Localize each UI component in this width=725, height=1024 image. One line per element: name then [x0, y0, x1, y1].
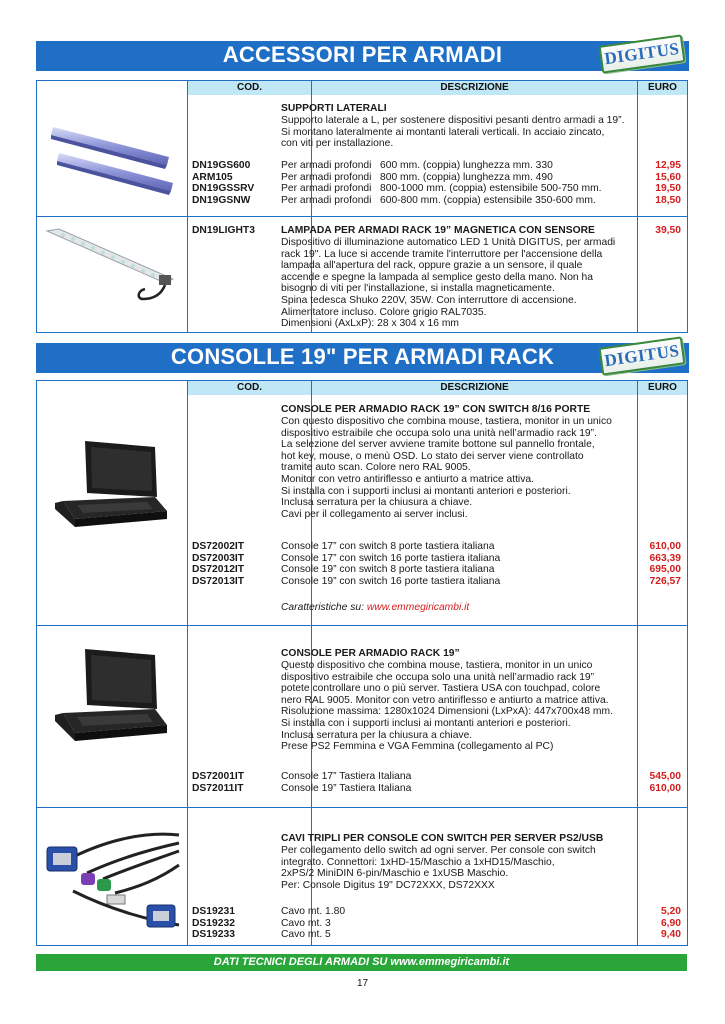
section-banner-accessori	[36, 41, 689, 71]
row-prices: 5,20 6,90 9,40	[660, 906, 681, 941]
row-heading: CAVI TRIPLI PER CONSOLE CON SWITCH PER SERVER PS2/USB	[281, 833, 604, 844]
accessori-table	[36, 80, 688, 333]
row-divider	[37, 807, 687, 808]
digitus-logo: DIGITUS	[598, 34, 685, 73]
row-codes: DN19GS600 ARM105 DN19GSSRV DN19GSNW	[192, 160, 255, 206]
row-description: Dispositivo di illuminazione automatico LED 1 Unità DIGITUS, per armadi rack 19". La luce si accende tramite l'interruttore per l'accensione della lampada all'apertura del rack, oppure grazie a un sensore, il quale accende e spegne la lampada al semplice gesto della mano. Non ha bisogno di viti per l'installazione, si installa magneticamente. Spina tedesca Shuko 220V, 35W. Con interruttore di accensione. Alimentatore incluso. Colore grigio RAL7035. Dimensioni (AxLxP): 28 x 304 x 16 mm	[281, 237, 616, 330]
link-label: Caratteristiche su:	[281, 602, 364, 613]
section-title: CONSOLLE 19" PER ARMADI RACK	[170, 344, 555, 369]
row-items: Console 17” Tastiera Italiana Console 19” Tastiera Italiana	[281, 771, 412, 794]
digitus-logo: DIGITUS	[598, 336, 685, 375]
row-prices: 610,00 663,39 695,00 726,57	[649, 541, 681, 587]
section-title: ACCESSORI PER ARMADI	[222, 42, 503, 67]
row-heading: CONSOLE PER ARMADIO RACK 19” CON SWITCH 8/16 PORTE	[281, 404, 591, 415]
header-descrizione: DESCRIZIONE	[312, 81, 637, 95]
website-link[interactable]: www.emmegiricambi.it	[366, 602, 470, 613]
page-number: 17	[356, 978, 369, 989]
header-descrizione: DESCRIZIONE	[312, 381, 637, 395]
row-heading: LAMPADA PER ARMADI RACK 19” MAGNETICA CON SENSORE	[281, 225, 595, 236]
footer-banner: DATI TECNICI DEGLI ARMADI SU www.emmegiricambi.it	[36, 954, 687, 971]
console-rack-image	[55, 647, 171, 755]
header-euro: EURO	[638, 381, 687, 395]
section-banner-consolle	[36, 343, 689, 373]
consolle-table	[36, 380, 688, 946]
row-description: Supporto laterale a L, per sostenere dispositivi pesanti dentro armadi a 19”. Si montano lateralmente ai montanti laterali verticali. In acciaio zincato, con viti per installazione.	[281, 115, 625, 150]
row-price: 39,50	[655, 225, 681, 236]
supporti-laterali-image	[49, 105, 175, 205]
header-cod: COD.	[188, 81, 311, 95]
cavi-tripli-image	[43, 821, 183, 933]
row-link	[281, 602, 469, 614]
row-divider	[37, 216, 687, 217]
row-prices: 12,95 15,60 19,50 18,50	[655, 160, 681, 206]
row-items: Console 17” con switch 8 porte tastiera italiana Console 17” con switch 16 porte tastiera italiana Console 19” con switch 8 porte tastiera italiana Console 19” con switch 16 porte tastiera italiana	[281, 541, 501, 587]
row-heading: CONSOLE PER ARMADIO RACK 19”	[281, 648, 460, 659]
row-items: Per armadi profondi 600 mm. (coppia) lunghezza mm. 330 Per armadi profondi 800 mm. (coppia) lunghezza mm. 490 Per armadi profondi 800-1000 mm. (coppia) estensibile 500-750 mm. Per armadi profondi 600-800 mm. (coppia) estensibile 350-600 mm.	[281, 160, 602, 206]
row-codes: DS19231 DS19232 DS19233	[192, 906, 235, 941]
lampada-led-image	[45, 227, 179, 303]
row-prices: 545,00 610,00	[649, 771, 681, 794]
row-items: Cavo mt. 1.80 Cavo mt. 3 Cavo mt. 5	[281, 906, 346, 941]
row-divider	[37, 625, 687, 626]
header-cod: COD.	[188, 381, 311, 395]
row-description: Per collegamento dello switch ad ogni server. Per console con switch integrato. Connettori: 1xHD-15/Maschio a 1xHD15/Maschio, 2xPS/2 MiniDIN 6-pin/Maschio e 1xUSB Maschio. Per: Console Digitus 19" DC72XXX, DS72XXX	[281, 845, 596, 891]
row-heading: SUPPORTI LATERALI	[281, 103, 387, 114]
row-description: Questo dispositivo che combina mouse, tastiera, monitor in un unico dispositivo estraibile che occupa solo una unità nell’armadio rack 19” potete controllare uno o più server. Tastiera USA con touchpad, colore nero RAL 9005. Monitor con vetro antiriflesso e antiurto a matrice attiva. Risoluzione massima: 1280x1024 Dimensioni (LxPxA): 447x700x48 mm. Si installa con i supporti inclusi ai montanti anteriori e posteriori. Inclusa serratura per la chiusura a chiave. Prese PS2 Femmina e VGA Femmina (collegamento al PC)	[281, 660, 613, 753]
header-euro: EURO	[638, 81, 687, 95]
console-switch-image	[55, 439, 171, 539]
row-codes: DS72002IT DS72003IT DS72012IT DS72013IT	[192, 541, 245, 587]
row-description: Con questo dispositivo che combina mouse, tastiera, monitor in un unico dispositivo estraibile che occupa solo una unità nell’armadio rack 19”. La selezione del server avviene tramite bottone sul pannello frontale, hot key, mouse, o menù OSD. Lo stato dei server viene controllato tramite auto scan. Colore nero RAL 9005. Monitor con vetro antiriflesso e antiurto a matrice attiva. Si installa con i supporti inclusi ai montanti anteriori e posteriori. Inclusa serratura per la chiusura a chiave. Cavi per il collegamento ai server inclusi.	[281, 416, 612, 520]
row-codes: DS72001IT DS72011IT	[192, 771, 245, 794]
row-code: DN19LIGHT3	[192, 225, 255, 236]
